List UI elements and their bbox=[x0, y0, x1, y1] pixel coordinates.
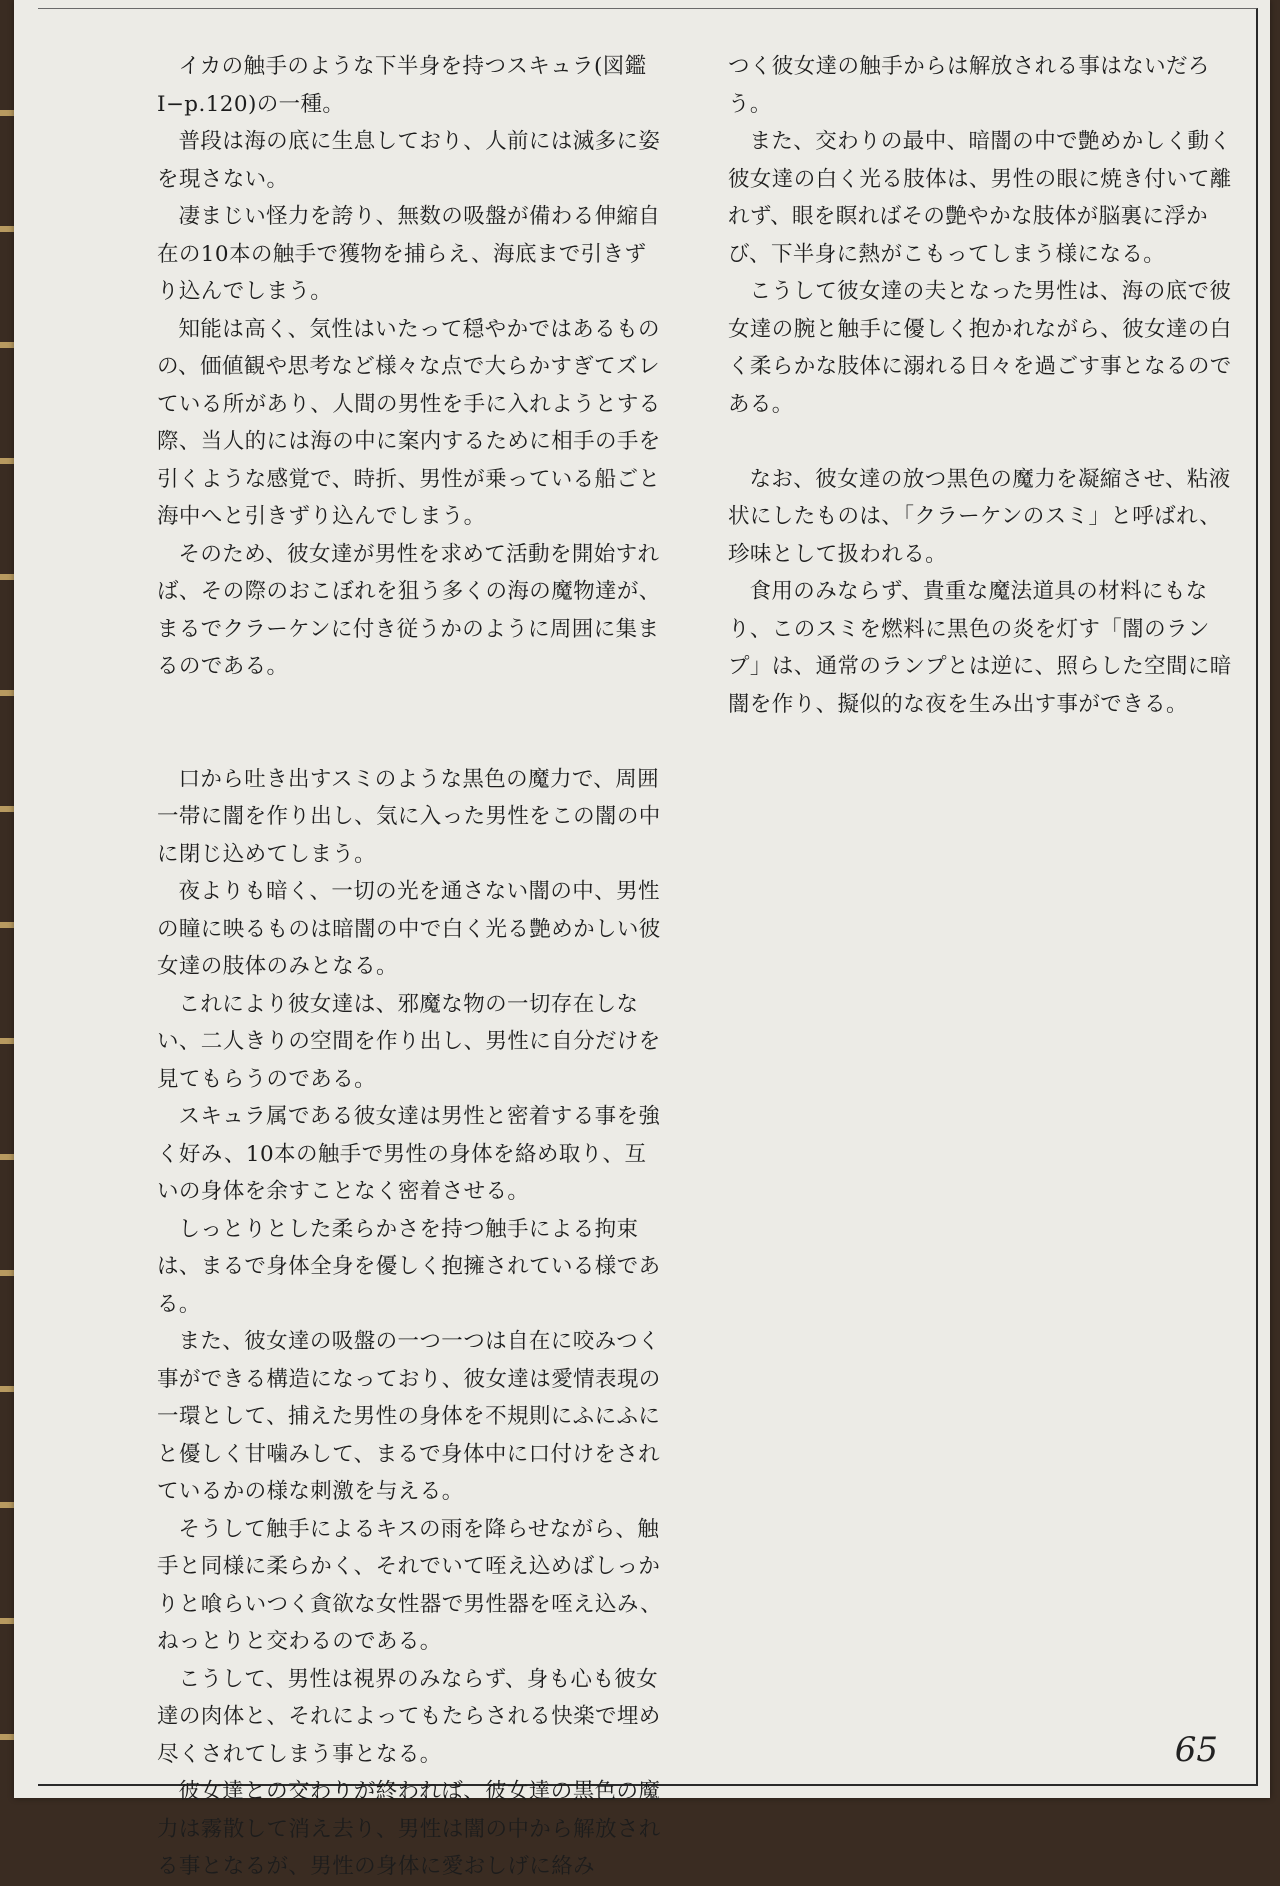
paragraph: イカの触手のような下半身を持つスキュラ(図鑑Ⅰ−p.120)の一種。 bbox=[157, 54, 647, 117]
paragraph-gap bbox=[157, 723, 662, 761]
paragraph: 彼女達との交わりが終われば、彼女達の黒色の魔力は霧散して消え去り、男性は闇の中から解放される事となるが、男性の身体に愛おしげに絡み bbox=[157, 1779, 661, 1879]
paragraph: 食用のみならず、貴重な魔法道具の材料にもなり、このスミを燃料に黒色の炎を灯す「闇のランプ」は、通常のランプとは逆に、照らした空間に暗闇を作り、擬似的な夜を生み出す事ができる。 bbox=[728, 579, 1232, 717]
paragraph: 口から吐き出すスミのような黒色の魔力で、周囲一帯に闇を作り出し、気に入った男性をこの闇の中に閉じ込めてしまう。 bbox=[157, 766, 661, 867]
paragraph: 知能は高く、気性はいたって穏やかではあるものの、価値観や思考など様々な点で大らかすぎてズレている所があり、人間の男性を手に入れようとする際、当人的には海の中に案内するために相手の手を引くような感覚で、時折、男性が乗っている船ごと海中へと引きずり込んでしまう。 bbox=[157, 316, 661, 529]
paragraph: そのため、彼女達が男性を求めて活動を開始すれば、その際のおこぼれを狙う多くの海の魔物達が、まるでクラーケンに付き従うかのように周囲に集まるのである。 bbox=[157, 541, 661, 679]
paragraph: スキュラ属である彼女達は男性と密着する事を強く好み、10本の触手で男性の身体を絡め取り、互いの身体を余すことなく密着させる。 bbox=[157, 1104, 661, 1204]
paragraph-gap bbox=[157, 686, 662, 724]
paragraph: しっとりとした柔らかさを持つ触手による拘束は、まるで身体全身を優しく抱擁されている様である。 bbox=[157, 1216, 661, 1317]
paragraph: また、交わりの最中、暗闇の中で艶めかしく動く彼女達の白く光る肢体は、男性の眼に焼き付いて離れず、眼を瞑ればその艶やかな肢体が脳裏に浮かび、下半身に熱がこもってしまう様になる。 bbox=[728, 129, 1232, 267]
paragraph: こうして彼女達の夫となった男性は、海の底で彼女達の腕と触手に優しく抱かれながら、彼女達の白く柔らかな肢体に溺れる日々を過ごす事となるのである。 bbox=[728, 279, 1232, 417]
paragraph: これにより彼女達は、邪魔な物の一切存在しない、二人きりの空間を作り出し、男性に自分だけを見てもらうのである。 bbox=[157, 991, 661, 1092]
paragraph: こうして、男性は視界のみならず、身も心も彼女達の肉体と、それによってもたらされる快楽で埋め尽くされてしまう事となる。 bbox=[157, 1666, 661, 1767]
book-spine bbox=[0, 0, 14, 1807]
paragraph: 凄まじい怪力を誇り、無数の吸盤が備わる伸縮自在の10本の触手で獲物を捕らえ、海底まで引きずり込んでしまう。 bbox=[157, 204, 661, 304]
book-page bbox=[14, 0, 1270, 1879]
paragraph-gap bbox=[728, 423, 1233, 461]
paragraph: そうして触手によるキスの雨を降らせながら、触手と同様に柔らかく、それでいて咥え込めばしっかりと喰らいつく貪欲な女性器で男性器を咥え込み、ねっとりと交わるのである。 bbox=[157, 1516, 662, 1654]
paragraph: 普段は海の底に生息しており、人前には滅多に姿を現さない。 bbox=[157, 129, 661, 192]
left-text-column bbox=[157, 48, 662, 1886]
paragraph: また、彼女達の吸盤の一つ一つは自在に咬みつく事ができる構造になっており、彼女達は愛情表現の一環として、捕えた男性の身体を不規則にふにふにと優しく甘噛みして、まるで身体中に口付けをされているかの様な刺激を与える。 bbox=[157, 1329, 661, 1504]
page-number: 65 bbox=[1174, 1730, 1218, 1770]
paragraph-continuation: つく彼女達の触手からは解放される事はないだろう。 bbox=[728, 54, 1210, 117]
paragraph: 夜よりも暗く、一切の光を通さない闇の中、男性の瞳に映るものは暗闇の中で白く光る艶めかしい彼女達の肢体のみとなる。 bbox=[157, 879, 661, 979]
right-text-column bbox=[728, 48, 1233, 723]
paragraph: なお、彼女達の放つ黒色の魔力を凝縮させ、粘液状にしたものは、「クラーケンのスミ」と呼ばれ、珍味として扱われる。 bbox=[728, 466, 1231, 567]
